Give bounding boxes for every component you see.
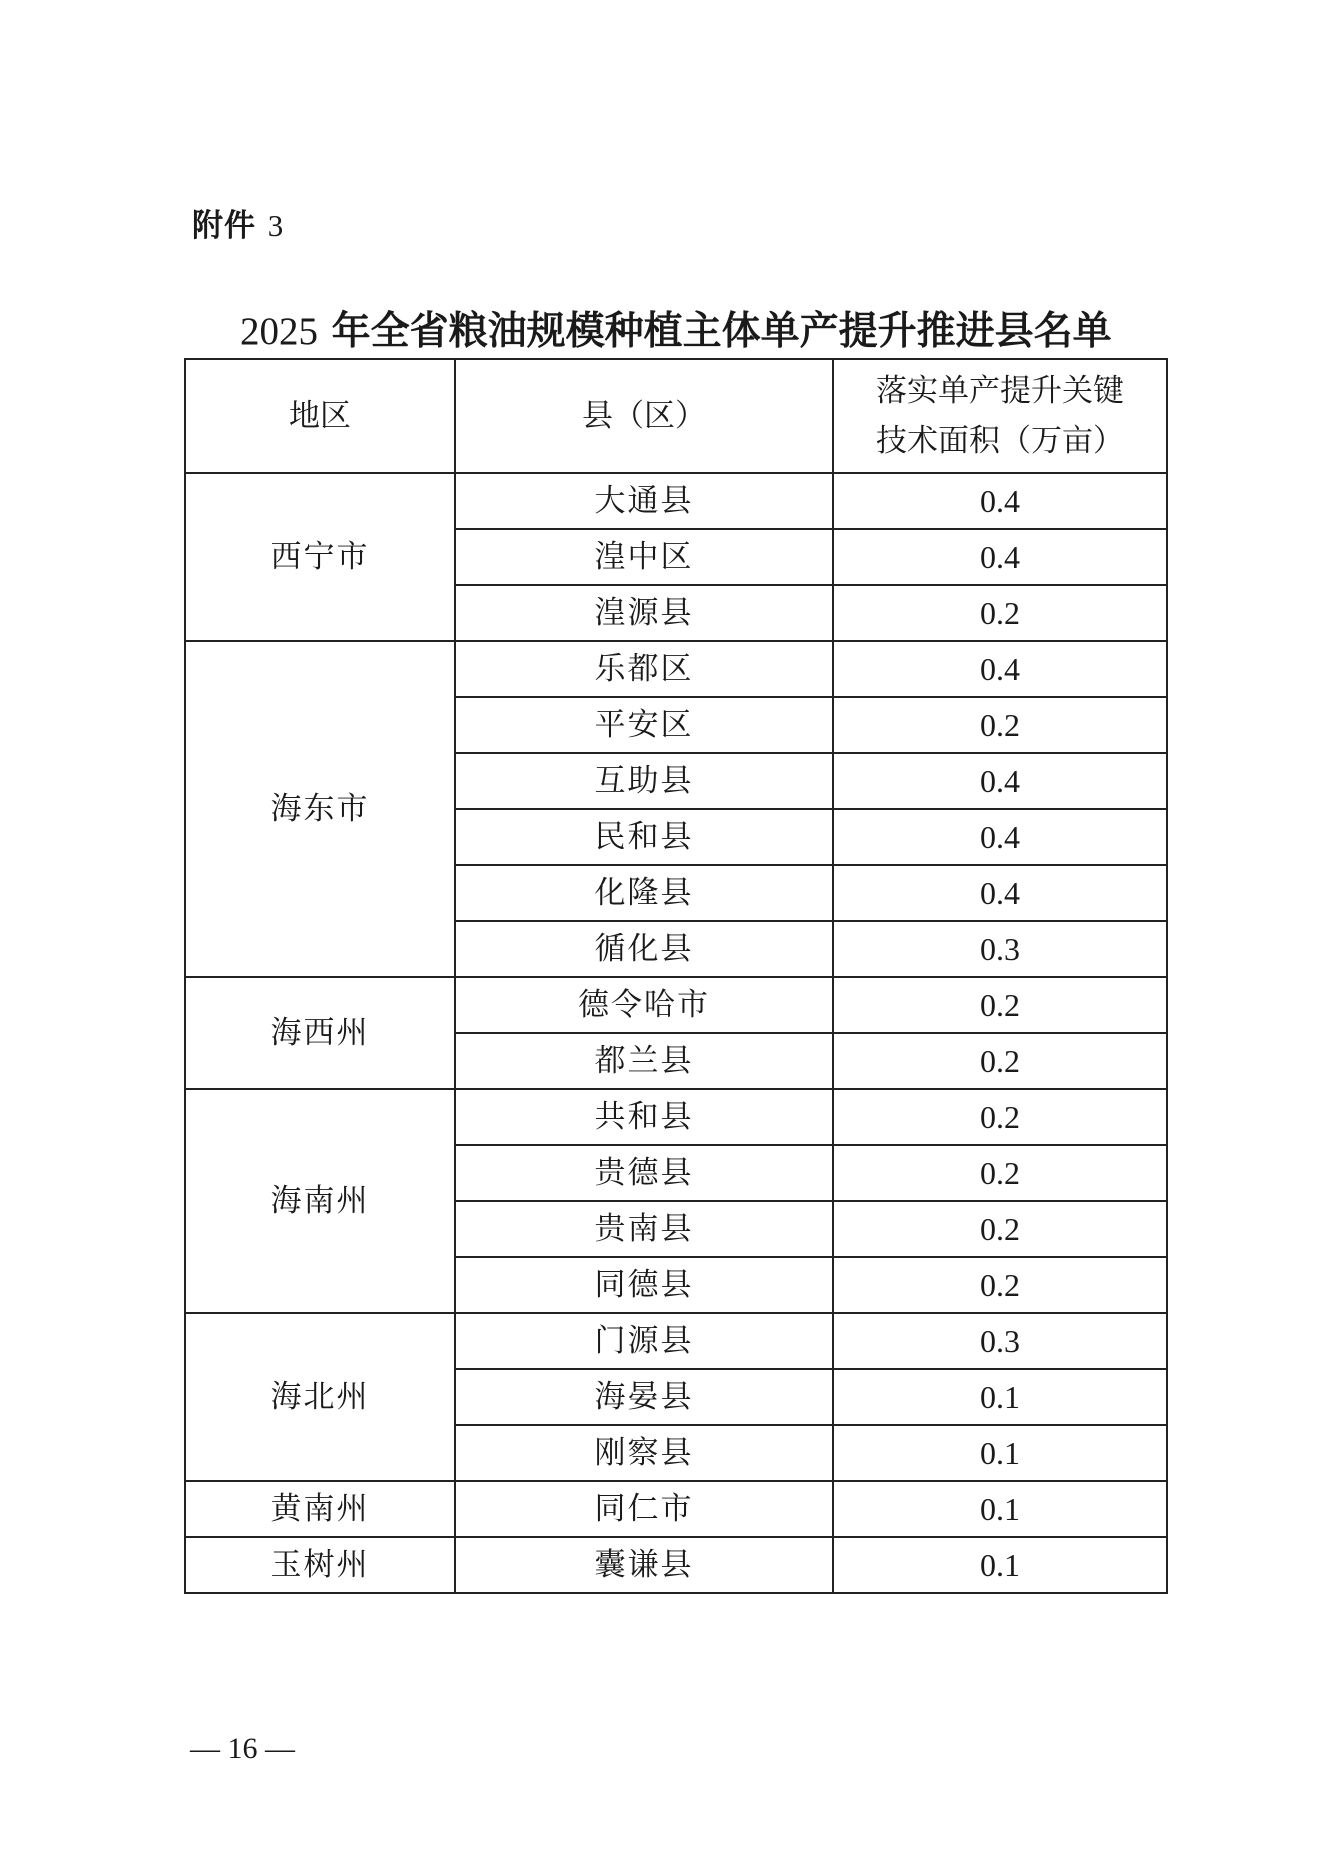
table-row	[185, 473, 1167, 529]
area-value-cell: 0.4	[833, 865, 1167, 921]
area-value-cell: 0.1	[833, 1369, 1167, 1425]
county-cell: 循化县	[455, 921, 833, 977]
area-value-cell: 0.1	[833, 1481, 1167, 1537]
page-number: — 16 —	[190, 1732, 295, 1765]
county-cell: 平安区	[455, 697, 833, 753]
county-cell: 刚察县	[455, 1425, 833, 1481]
area-value-cell: 0.2	[833, 585, 1167, 641]
county-cell: 同德县	[455, 1257, 833, 1313]
area-value-cell: 0.4	[833, 809, 1167, 865]
document-title	[240, 300, 1140, 356]
region-cell: 海北州	[185, 1313, 455, 1481]
header-area	[833, 359, 1167, 473]
county-cell: 乐都区	[455, 641, 833, 697]
attachment-number: 3	[267, 208, 285, 243]
area-value-cell: 0.3	[833, 1313, 1167, 1369]
header-region: 地区	[185, 359, 455, 473]
area-value-cell: 0.3	[833, 921, 1167, 977]
table-row	[185, 977, 1167, 1033]
region-cell: 海南州	[185, 1089, 455, 1313]
table-row	[185, 1089, 1167, 1145]
region-cell: 西宁市	[185, 473, 455, 641]
table-row	[185, 1481, 1167, 1537]
area-value-cell: 0.2	[833, 1145, 1167, 1201]
county-cell: 化隆县	[455, 865, 833, 921]
area-value-cell: 0.2	[833, 1033, 1167, 1089]
county-cell: 德令哈市	[455, 977, 833, 1033]
table-row	[185, 641, 1167, 697]
region-cell: 黄南州	[185, 1481, 455, 1537]
county-cell: 湟源县	[455, 585, 833, 641]
attachment-text: 附件	[192, 208, 256, 244]
county-cell: 贵德县	[455, 1145, 833, 1201]
county-cell: 互助县	[455, 753, 833, 809]
county-cell: 共和县	[455, 1089, 833, 1145]
county-cell: 民和县	[455, 809, 833, 865]
area-value-cell: 0.4	[833, 641, 1167, 697]
county-cell: 海晏县	[455, 1369, 833, 1425]
title-text: 年全省粮油规模种植主体单产提升推进县名单	[331, 309, 1112, 354]
area-value-cell: 0.1	[833, 1537, 1167, 1593]
title-year: 2025	[240, 310, 318, 353]
area-value-cell: 0.2	[833, 697, 1167, 753]
area-value-cell: 0.4	[833, 473, 1167, 529]
region-cell: 玉树州	[185, 1537, 455, 1593]
header-area-line1: 落实单产提升关键	[876, 373, 1124, 409]
table-row	[185, 1537, 1167, 1593]
area-value-cell: 0.2	[833, 977, 1167, 1033]
table-row	[185, 1313, 1167, 1369]
table-header-row	[185, 359, 1167, 473]
county-cell: 湟中区	[455, 529, 833, 585]
attachment-label	[192, 200, 284, 245]
county-cell: 门源县	[455, 1313, 833, 1369]
area-value-cell: 0.2	[833, 1201, 1167, 1257]
area-value-cell: 0.2	[833, 1089, 1167, 1145]
table-body	[185, 473, 1167, 1593]
area-value-cell: 0.2	[833, 1257, 1167, 1313]
header-county: 县（区）	[455, 359, 833, 473]
header-area-line2: 技术面积（万亩）	[876, 423, 1124, 459]
county-cell: 囊谦县	[455, 1537, 833, 1593]
county-cell: 都兰县	[455, 1033, 833, 1089]
region-cell: 海东市	[185, 641, 455, 977]
county-cell: 大通县	[455, 473, 833, 529]
area-value-cell: 0.4	[833, 529, 1167, 585]
area-value-cell: 0.1	[833, 1425, 1167, 1481]
area-value-cell: 0.4	[833, 753, 1167, 809]
county-cell: 贵南县	[455, 1201, 833, 1257]
county-list-table	[184, 358, 1168, 1594]
region-cell: 海西州	[185, 977, 455, 1089]
county-cell: 同仁市	[455, 1481, 833, 1537]
